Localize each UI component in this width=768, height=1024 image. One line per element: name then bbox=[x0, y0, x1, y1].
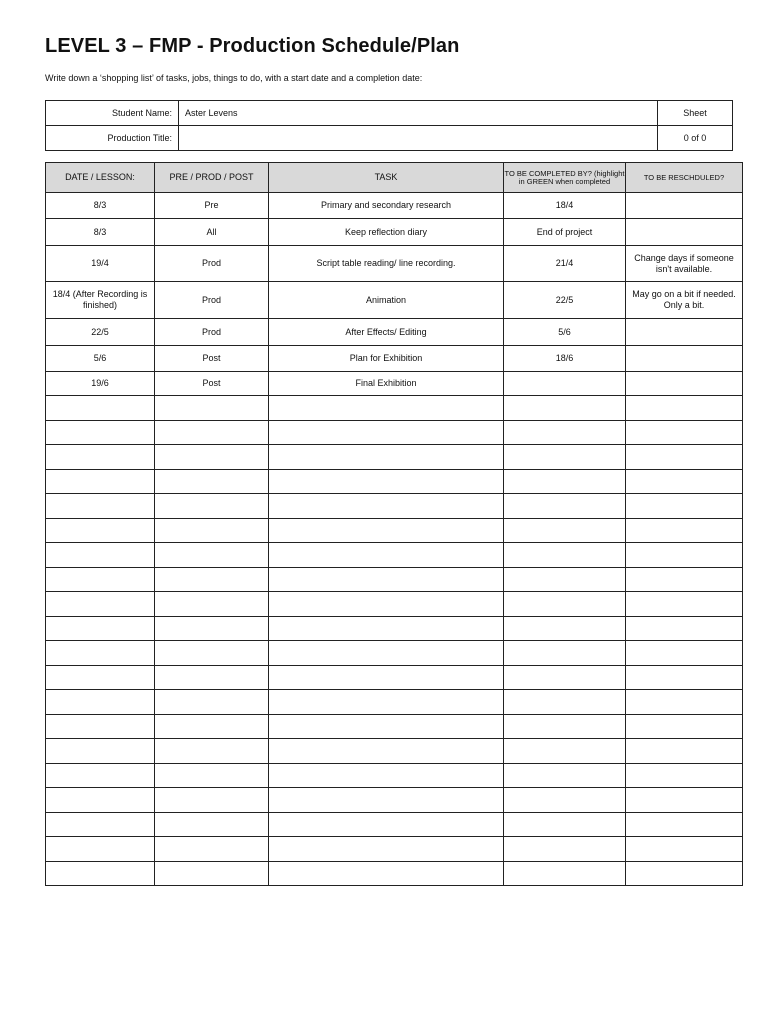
column-header-completed-by: TO BE COMPLETED BY? (highlight in GREEN when completed bbox=[504, 163, 626, 193]
rescheduled-cell[interactable] bbox=[626, 193, 743, 219]
stage-cell[interactable]: Prod bbox=[155, 246, 269, 282]
stage-cell[interactable] bbox=[155, 592, 269, 617]
schedule-row-empty bbox=[46, 494, 743, 519]
schedule-row-empty bbox=[46, 567, 743, 592]
completed-by-cell[interactable] bbox=[504, 396, 626, 421]
date-cell[interactable]: 19/6 bbox=[46, 372, 155, 396]
task-cell[interactable]: After Effects/ Editing bbox=[269, 319, 504, 346]
completed-by-cell[interactable]: 22/5 bbox=[504, 282, 626, 319]
stage-cell[interactable] bbox=[155, 812, 269, 837]
completed-by-cell[interactable] bbox=[504, 837, 626, 862]
completed-by-cell[interactable]: 18/6 bbox=[504, 346, 626, 372]
column-header-stage: PRE / PROD / POST bbox=[155, 163, 269, 193]
schedule-row-empty bbox=[46, 445, 743, 470]
completed-by-cell[interactable] bbox=[504, 739, 626, 764]
stage-cell[interactable] bbox=[155, 788, 269, 813]
date-cell[interactable] bbox=[46, 788, 155, 813]
completed-by-cell[interactable] bbox=[504, 714, 626, 739]
stage-cell[interactable] bbox=[155, 714, 269, 739]
rescheduled-cell[interactable] bbox=[626, 616, 743, 641]
completed-by-cell[interactable]: 5/6 bbox=[504, 319, 626, 346]
task-cell[interactable] bbox=[269, 714, 504, 739]
rescheduled-cell[interactable] bbox=[626, 420, 743, 445]
schedule-row-empty bbox=[46, 837, 743, 862]
rescheduled-cell[interactable] bbox=[626, 219, 743, 246]
rescheduled-cell[interactable] bbox=[626, 739, 743, 764]
task-cell[interactable] bbox=[269, 665, 504, 690]
completed-by-cell[interactable] bbox=[504, 518, 626, 543]
sheet-count: 0 of 0 bbox=[658, 126, 733, 151]
column-header-task: TASK bbox=[269, 163, 504, 193]
task-cell[interactable]: Animation bbox=[269, 282, 504, 319]
stage-cell[interactable] bbox=[155, 665, 269, 690]
stage-cell[interactable]: All bbox=[155, 219, 269, 246]
schedule-row bbox=[46, 219, 743, 246]
task-cell[interactable]: Primary and secondary research bbox=[269, 193, 504, 219]
schedule-row-empty bbox=[46, 763, 743, 788]
stage-cell[interactable] bbox=[155, 396, 269, 421]
rescheduled-cell[interactable] bbox=[626, 837, 743, 862]
task-cell[interactable]: Script table reading/ line recording. bbox=[269, 246, 504, 282]
stage-cell[interactable] bbox=[155, 690, 269, 715]
date-cell[interactable] bbox=[46, 714, 155, 739]
date-cell[interactable] bbox=[46, 445, 155, 470]
date-cell[interactable] bbox=[46, 469, 155, 494]
rescheduled-cell[interactable] bbox=[626, 518, 743, 543]
rescheduled-cell[interactable] bbox=[626, 812, 743, 837]
completed-by-cell[interactable] bbox=[504, 763, 626, 788]
task-cell[interactable] bbox=[269, 518, 504, 543]
stage-cell[interactable] bbox=[155, 739, 269, 764]
task-cell[interactable] bbox=[269, 567, 504, 592]
task-cell[interactable]: Keep reflection diary bbox=[269, 219, 504, 246]
rescheduled-cell[interactable] bbox=[626, 469, 743, 494]
date-cell[interactable] bbox=[46, 690, 155, 715]
date-cell[interactable] bbox=[46, 518, 155, 543]
completed-by-cell[interactable] bbox=[504, 445, 626, 470]
rescheduled-cell[interactable] bbox=[626, 445, 743, 470]
date-cell[interactable] bbox=[46, 861, 155, 886]
completed-by-cell[interactable] bbox=[504, 690, 626, 715]
rescheduled-cell[interactable] bbox=[626, 714, 743, 739]
completed-by-cell[interactable] bbox=[504, 420, 626, 445]
stage-cell[interactable] bbox=[155, 420, 269, 445]
task-cell[interactable] bbox=[269, 420, 504, 445]
completed-by-cell[interactable] bbox=[504, 372, 626, 396]
rescheduled-cell[interactable] bbox=[626, 494, 743, 519]
schedule-row bbox=[46, 319, 743, 346]
rescheduled-cell[interactable] bbox=[626, 319, 743, 346]
date-cell[interactable]: 19/4 bbox=[46, 246, 155, 282]
production-title-label: Production Title: bbox=[46, 126, 179, 151]
completed-by-cell[interactable] bbox=[504, 665, 626, 690]
stage-cell[interactable] bbox=[155, 641, 269, 666]
stage-cell[interactable]: Pre bbox=[155, 193, 269, 219]
date-cell[interactable] bbox=[46, 665, 155, 690]
student-info-table bbox=[45, 100, 733, 151]
date-cell[interactable]: 8/3 bbox=[46, 219, 155, 246]
production-title-field[interactable] bbox=[179, 126, 658, 151]
stage-cell[interactable] bbox=[155, 518, 269, 543]
completed-by-cell[interactable]: End of project bbox=[504, 219, 626, 246]
task-cell[interactable] bbox=[269, 396, 504, 421]
rescheduled-cell[interactable] bbox=[626, 641, 743, 666]
rescheduled-cell[interactable] bbox=[626, 665, 743, 690]
date-cell[interactable] bbox=[46, 420, 155, 445]
schedule-row-empty bbox=[46, 641, 743, 666]
date-cell[interactable] bbox=[46, 763, 155, 788]
schedule-row-empty bbox=[46, 543, 743, 568]
date-cell[interactable]: 8/3 bbox=[46, 193, 155, 219]
rescheduled-cell[interactable] bbox=[626, 690, 743, 715]
task-cell[interactable] bbox=[269, 445, 504, 470]
page-title: LEVEL 3 – FMP - Production Schedule/Plan bbox=[45, 35, 460, 57]
completed-by-cell[interactable]: 18/4 bbox=[504, 193, 626, 219]
completed-by-cell[interactable] bbox=[504, 543, 626, 568]
rescheduled-cell[interactable] bbox=[626, 346, 743, 372]
date-cell[interactable]: 18/4 (After Recording is finished) bbox=[46, 282, 155, 319]
schedule-row-empty bbox=[46, 518, 743, 543]
task-cell[interactable] bbox=[269, 837, 504, 862]
schedule-row-empty bbox=[46, 788, 743, 813]
task-cell[interactable] bbox=[269, 494, 504, 519]
date-cell[interactable] bbox=[46, 739, 155, 764]
date-cell[interactable] bbox=[46, 543, 155, 568]
task-cell[interactable] bbox=[269, 812, 504, 837]
schedule-row-empty bbox=[46, 396, 743, 421]
stage-cell[interactable]: Post bbox=[155, 346, 269, 372]
schedule-row-empty bbox=[46, 714, 743, 739]
sheet-label: Sheet bbox=[658, 101, 733, 126]
schedule-row-empty bbox=[46, 420, 743, 445]
student-name-label: Student Name: bbox=[46, 101, 179, 126]
schedule-row bbox=[46, 372, 743, 396]
schedule-row bbox=[46, 246, 743, 282]
completed-by-cell[interactable] bbox=[504, 641, 626, 666]
stage-cell[interactable] bbox=[155, 494, 269, 519]
student-name-field[interactable]: Aster Levens bbox=[179, 101, 658, 126]
task-cell[interactable] bbox=[269, 690, 504, 715]
stage-cell[interactable] bbox=[155, 469, 269, 494]
schedule-row bbox=[46, 282, 743, 319]
schedule-row-empty bbox=[46, 861, 743, 886]
date-cell[interactable]: 22/5 bbox=[46, 319, 155, 346]
rescheduled-cell[interactable] bbox=[626, 543, 743, 568]
completed-by-cell[interactable] bbox=[504, 592, 626, 617]
schedule-row-empty bbox=[46, 592, 743, 617]
instructions-text: Write down a ‘shopping list’ of tasks, jobs, things to do, with a start date and a completion date: bbox=[45, 73, 423, 83]
stage-cell[interactable] bbox=[155, 567, 269, 592]
stage-cell[interactable] bbox=[155, 445, 269, 470]
rescheduled-cell[interactable] bbox=[626, 396, 743, 421]
date-cell[interactable] bbox=[46, 616, 155, 641]
task-cell[interactable] bbox=[269, 763, 504, 788]
schedule-row-empty bbox=[46, 812, 743, 837]
date-cell[interactable] bbox=[46, 396, 155, 421]
stage-cell[interactable]: Prod bbox=[155, 282, 269, 319]
rescheduled-cell[interactable] bbox=[626, 861, 743, 886]
column-header-rescheduled: TO BE RESCHDULED? bbox=[626, 163, 743, 193]
task-cell[interactable] bbox=[269, 788, 504, 813]
schedule-row-empty bbox=[46, 616, 743, 641]
stage-cell[interactable] bbox=[155, 837, 269, 862]
date-cell[interactable] bbox=[46, 592, 155, 617]
schedule-row bbox=[46, 346, 743, 372]
schedule-row-empty bbox=[46, 690, 743, 715]
column-header-date: DATE / LESSON: bbox=[46, 163, 155, 193]
rescheduled-cell[interactable] bbox=[626, 788, 743, 813]
schedule-row-empty bbox=[46, 739, 743, 764]
rescheduled-cell[interactable] bbox=[626, 372, 743, 396]
date-cell[interactable] bbox=[46, 812, 155, 837]
completed-by-cell[interactable] bbox=[504, 494, 626, 519]
stage-cell[interactable] bbox=[155, 763, 269, 788]
task-cell[interactable] bbox=[269, 616, 504, 641]
task-cell[interactable]: Plan for Exhibition bbox=[269, 346, 504, 372]
stage-cell[interactable]: Post bbox=[155, 372, 269, 396]
task-cell[interactable]: Final Exhibition bbox=[269, 372, 504, 396]
rescheduled-cell[interactable] bbox=[626, 763, 743, 788]
completed-by-cell[interactable] bbox=[504, 616, 626, 641]
completed-by-cell[interactable] bbox=[504, 469, 626, 494]
date-cell[interactable] bbox=[46, 567, 155, 592]
stage-cell[interactable] bbox=[155, 861, 269, 886]
rescheduled-cell[interactable]: May go on a bit if needed. Only a bit. bbox=[626, 282, 743, 319]
stage-cell[interactable] bbox=[155, 543, 269, 568]
task-cell[interactable] bbox=[269, 739, 504, 764]
completed-by-cell[interactable]: 21/4 bbox=[504, 246, 626, 282]
date-cell[interactable]: 5/6 bbox=[46, 346, 155, 372]
task-cell[interactable] bbox=[269, 641, 504, 666]
schedule-row-empty bbox=[46, 469, 743, 494]
completed-by-cell[interactable] bbox=[504, 788, 626, 813]
rescheduled-cell[interactable] bbox=[626, 592, 743, 617]
date-cell[interactable] bbox=[46, 494, 155, 519]
date-cell[interactable] bbox=[46, 837, 155, 862]
schedule-row bbox=[46, 193, 743, 219]
date-cell[interactable] bbox=[46, 641, 155, 666]
stage-cell[interactable]: Prod bbox=[155, 319, 269, 346]
task-cell[interactable] bbox=[269, 592, 504, 617]
production-schedule-table bbox=[45, 162, 743, 886]
rescheduled-cell[interactable] bbox=[626, 567, 743, 592]
rescheduled-cell[interactable]: Change days if someone isn't available. bbox=[626, 246, 743, 282]
completed-by-cell[interactable] bbox=[504, 812, 626, 837]
task-cell[interactable] bbox=[269, 469, 504, 494]
task-cell[interactable] bbox=[269, 543, 504, 568]
schedule-header-row bbox=[46, 163, 743, 193]
completed-by-cell[interactable] bbox=[504, 567, 626, 592]
schedule-row-empty bbox=[46, 665, 743, 690]
completed-by-cell[interactable] bbox=[504, 861, 626, 886]
stage-cell[interactable] bbox=[155, 616, 269, 641]
task-cell[interactable] bbox=[269, 861, 504, 886]
